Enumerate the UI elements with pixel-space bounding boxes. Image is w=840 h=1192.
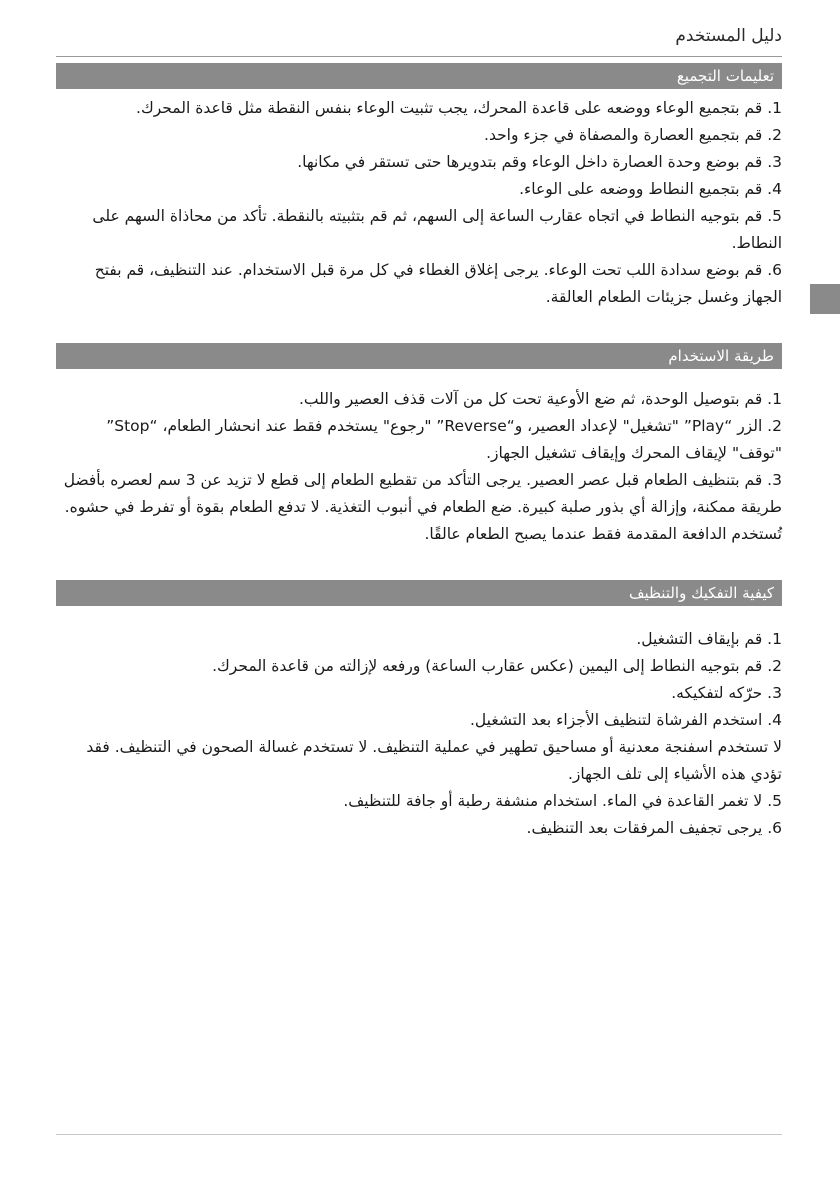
cleaning-steps [56, 626, 782, 842]
list-item: 6. قم بوضع سدادة اللب تحت الوعاء. يرجى إغلاق الغطاء في كل مرة قبل الاستخدام. عند التنظيف، قم بفتح الجهاز وغسل جزيئات الطعام العالقة. [94, 261, 782, 306]
section-title-cleaning: كيفية التفكيك والتنظيف [56, 580, 782, 606]
list-item: 4. استخدم الفرشاة لتنظيف الأجزاء بعد التشغيل. [470, 711, 782, 729]
list-item: 3. حرّكه لتفكيكه. [671, 684, 782, 702]
section-title-assembly: تعليمات التجميع [56, 63, 782, 89]
list-item: 6. يرجى تجفيف المرفقات بعد التنظيف. [526, 819, 782, 837]
list-item: 2. قم بتجميع العصارة والمصفاة في جزء واحد. [484, 126, 782, 144]
list-item: 5. قم بتوجيه النطاط في اتجاه عقارب الساعة إلى السهم، ثم قم بتثبيته بالنقطة. تأكد من محاذاة السهم على النطاط. [92, 207, 782, 252]
list-item: 1. قم بإيقاف التشغيل. [636, 630, 782, 648]
section-title-usage: طريقة الاستخدام [56, 343, 782, 369]
assembly-steps [56, 95, 782, 311]
footer-divider [56, 1134, 782, 1135]
running-header: دليل المستخدم [675, 26, 782, 46]
list-item: 2. قم بتوجيه النطاط إلى اليمين (عكس عقارب الساعة) ورفعه لإزالته من قاعدة المحرك. [212, 657, 782, 675]
usage-steps [56, 386, 782, 548]
list-item: 1. قم بتوصيل الوحدة، ثم ضع الأوعية تحت كل من آلات قذف العصير واللب. [298, 390, 782, 408]
list-item: 3. قم بتنظيف الطعام قبل عصر العصير. يرجى التأكد من تقطيع الطعام إلى قطع لا تزيد عن 3 سم لعصره بأفضل طريقة ممكنة، وإزالة أي بذور صلبة كبيرة. ضع الطعام في أنبوب التغذية. لا تدفع الطعام بقوة أو تفرط في حشوه. تُستخدم الدافعة المقدمة فقط عندما يصبح الطعام عالقًا. [63, 471, 782, 543]
list-item: 3. قم بوضع وحدة العصارة داخل الوعاء وقم بتدويرها حتى تستقر في مكانها. [297, 153, 782, 171]
chapter-tab-marker [810, 284, 840, 314]
list-item: 4. قم بتجميع النطاط ووضعه على الوعاء. [519, 180, 782, 198]
list-item: 2. الزر “Play” "تشغيل" لإعداد العصير، و“Reverse” "رجوع" يستخدم فقط عند انحشار الطعام، “Stop” "توقف" لإيقاف المحرك وإيقاف تشغيل الجهاز. [106, 417, 782, 462]
list-item: 1. قم بتجميع الوعاء ووضعه على قاعدة المحرك، يجب تثبيت الوعاء بنفس النقطة مثل قاعدة المحرك. [136, 99, 782, 117]
list-item: 5. لا تغمر القاعدة في الماء. استخدام منشفة رطبة أو جافة للتنظيف. [343, 792, 782, 810]
list-item: لا تستخدم اسفنجة معدنية أو مساحيق تطهير في عملية التنظيف. لا تستخدم غسالة الصحون في التنظيف. فقد تؤدي هذه الأشياء إلى تلف الجهاز. [86, 738, 782, 783]
header-divider [56, 56, 782, 57]
